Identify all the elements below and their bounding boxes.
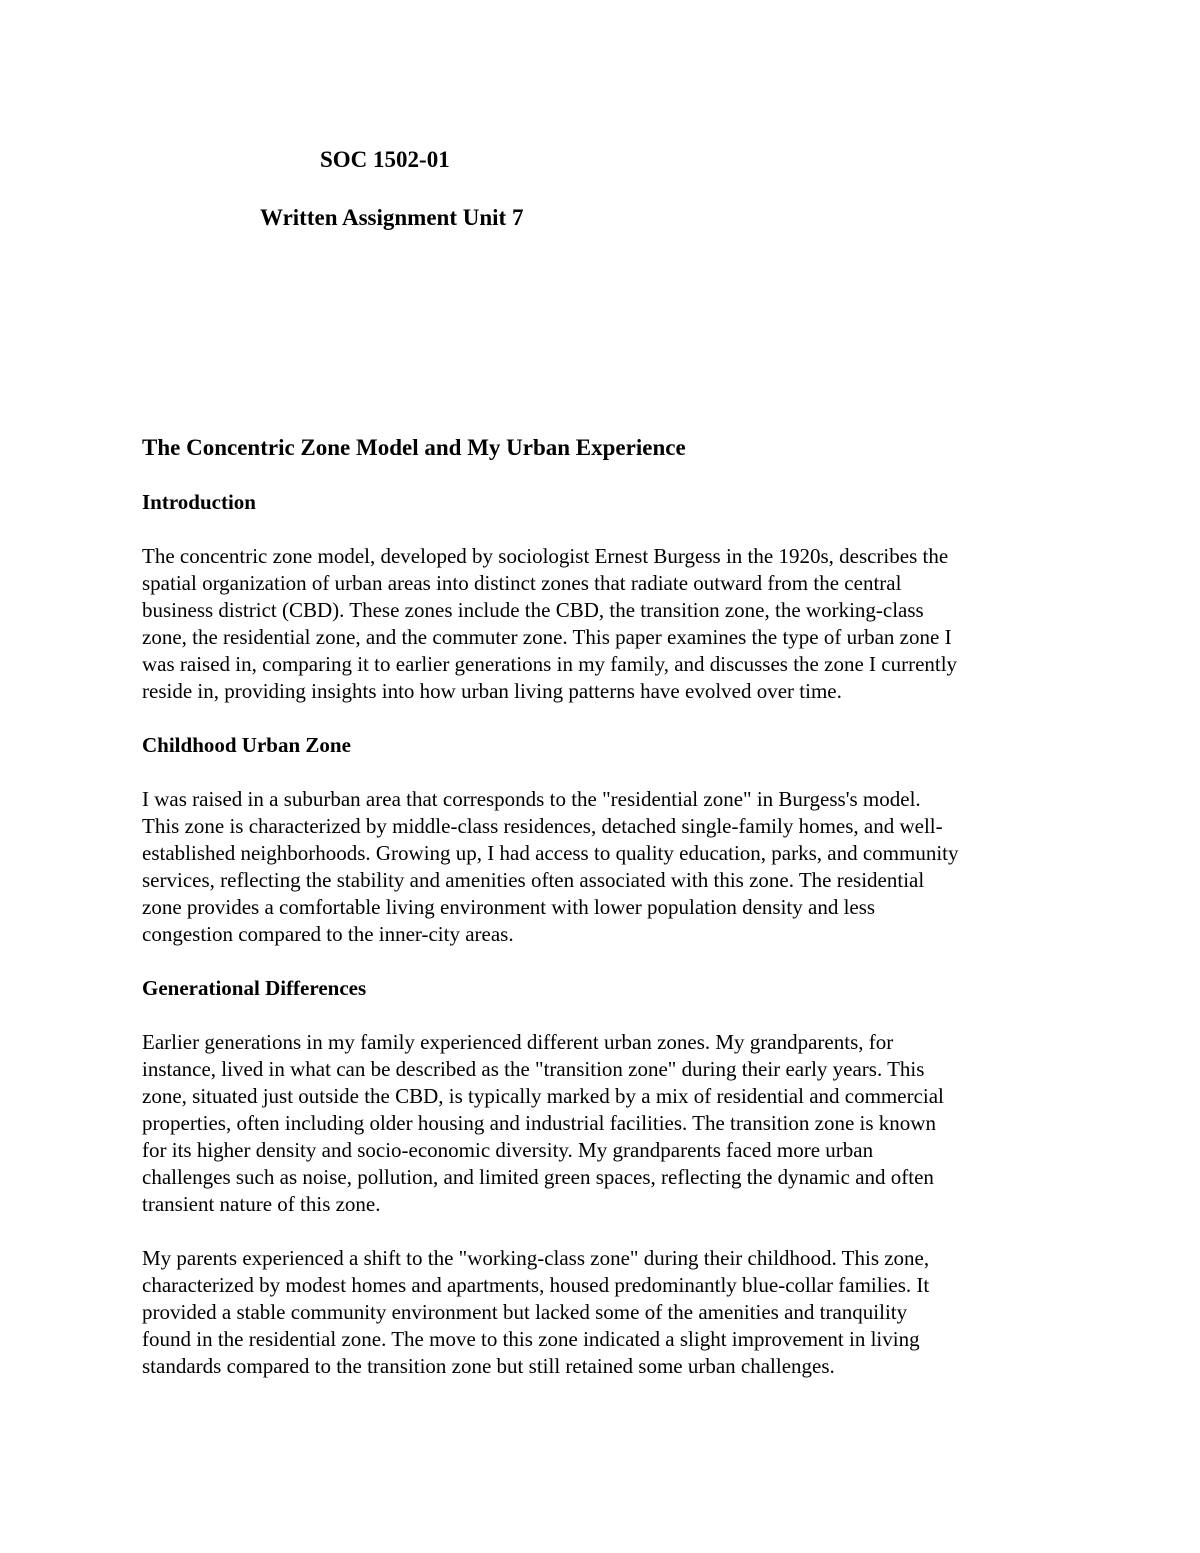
paragraph-line: services, reflecting the stability and amenities often associated with this zone. The residential [142,868,925,892]
paragraph-line: zone provides a comfortable living environment with lower population density and less [142,895,876,919]
paragraph-line: This zone is characterized by middle-class residences, detached single-family homes, and well- [142,814,943,838]
paragraph [142,1245,1072,1380]
paragraph [142,543,1072,705]
paragraph-line: standards compared to the transition zone but still retained some urban challenges. [142,1354,835,1378]
paragraph-line: transient nature of this zone. [142,1192,381,1216]
paragraph-line: established neighborhoods. Growing up, I had access to quality education, parks, and community [142,841,959,865]
paragraph-line: challenges such as noise, pollution, and limited green spaces, reflecting the dynamic and often [142,1165,934,1189]
paragraph-line: provided a stable community environment but lacked some of the amenities and tranquility [142,1300,908,1324]
paragraph-line: properties, often including older housing and industrial facilities. The transition zone is known [142,1111,936,1135]
section-heading: Generational Differences [142,976,367,1000]
paragraph-line: characterized by modest homes and apartments, housed predominantly blue-collar families. It [142,1273,930,1297]
paragraph-line: for its higher density and socio-economic diversity. My grandparents faced more urban [142,1138,874,1162]
paragraph-line: My parents experienced a shift to the "working-class zone" during their childhood. This zone, [142,1246,930,1270]
paragraph [142,786,1072,948]
paragraph-line: zone, situated just outside the CBD, is typically marked by a mix of residential and commercial [142,1084,944,1108]
section-heading: Introduction [142,490,256,514]
paragraph-line: found in the residential zone. The move to this zone indicated a slight improvement in living [142,1327,920,1351]
assignment-title: Written Assignment Unit 7 [260,205,524,230]
paragraph-line: business district (CBD). These zones include the CBD, the transition zone, the working-class [142,598,924,622]
section-introduction [142,489,1072,705]
course-code: SOC 1502-01 [320,147,450,172]
section-generational-differences [142,975,1072,1380]
paragraph-line: zone, the residential zone, and the commuter zone. This paper examines the type of urban zone I [142,625,952,649]
document-title: The Concentric Zone Model and My Urban Experience [142,435,686,460]
paragraph-line: Earlier generations in my family experienced different urban zones. My grandparents, for [142,1030,894,1054]
document-body [142,434,1072,1407]
paragraph-line: The concentric zone model, developed by sociologist Ernest Burgess in the 1920s, describes the [142,544,949,568]
paragraph-line: congestion compared to the inner-city areas. [142,922,514,946]
paragraph-line: I was raised in a suburban area that corresponds to the "residential zone" in Burgess's model. [142,787,921,811]
section-heading: Childhood Urban Zone [142,733,351,757]
paragraph-line: reside in, providing insights into how urban living patterns have evolved over time. [142,679,842,703]
paragraph [142,1029,1072,1218]
section-childhood-urban-zone [142,732,1072,948]
paragraph-line: was raised in, comparing it to earlier generations in my family, and discusses the zone I currently [142,652,958,676]
paragraph-line: instance, lived in what can be described as the "transition zone" during their early years. This [142,1057,925,1081]
paragraph-line: spatial organization of urban areas into distinct zones that radiate outward from the central [142,571,902,595]
